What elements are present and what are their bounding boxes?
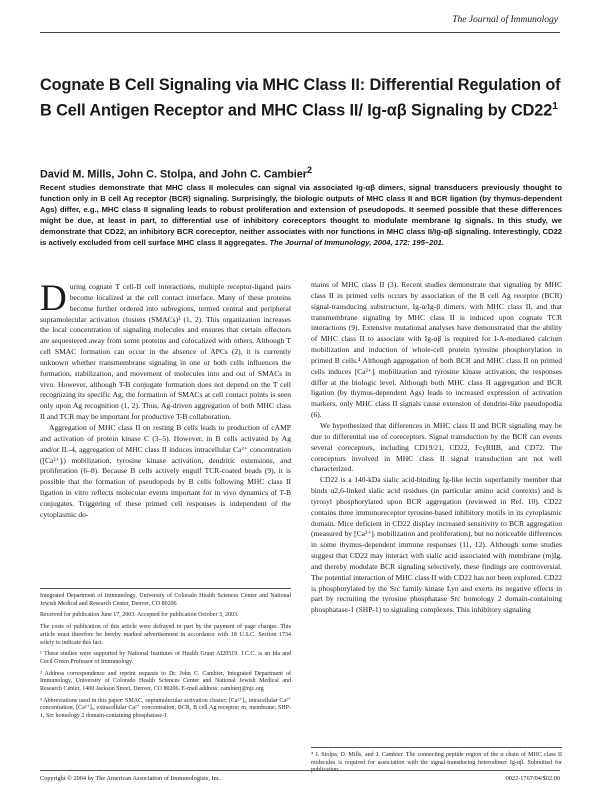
body-paragraph: Aggregation of MHC class II on resting B cells leads to production of cAMP and activation of protein kinase C (3–5). However, in B cells activated by Ag and/or IL-4, aggregation of MHC class II induces intracellular Ca²⁺ concentration ([Ca²⁺]ᵢ) mobilization, tyrosine kinase activation, dendritic extensions, and proliferation (6–8). Because B cells actively engulf TCR-coated beads (9), it is possible that the formation of pseudopods by B cells following MHC class II ligation in vitro reflects molecular events important for in vivo dynamics of T-B conjugates. Triggering of these primed cell responses is independent of the cytoplasmic do- [40,422,291,519]
footnote-rule [311,747,562,748]
title-footnote-mark[interactable]: 1 [552,101,558,112]
intro-paragraph [40,282,291,423]
footer-rule [40,770,560,771]
right-column [311,280,562,730]
affiliation-note: Integrated Department of Immunology, University of Colorado Health Sciences Center and National Jewish Medical and Research Center, Denver, CO 80206 [40,593,291,607]
drop-cap: D [40,282,67,319]
body-paragraph: CD22 is a 140-kDa sialic acid-binding Ig-like lectin superfamily member that binds α2,6-linked sialic acid residues (in particular amino acid contexts) and is tyrosyl phosphorylated upon BCR aggregation (reviewed in Ref. 10). CD22 contains three immunoreceptor tyrosine-based inhibitory motifs in its cytoplasmic domain. Mice deficient in CD22 display increased sensitivity to BCR aggregation (measured by [Ca²⁺]ᵢ mobilization and proliferation), but no noticeable differences in some thymus-dependent immune responses (11, 12). Although some studies suggest that CD22 may interact with sialic acid associated with membrane (m)Ig, and thereby modulate BCR signaling selectively, these findings are controversial. The potential interaction of MHC class II with CD22 has not been explored. CD22 is phosphorylated by the Src family kinase Lyn and exerts its negative effects in part by recruiting the tyrosine phosphatase Src homology 2 domain-containing phosphatase-1 (SHP-1) to signaling complexes. This inhibitory signaling [311,475,562,615]
intro-paragraph-text: uring cognate T cell-B cell interactions, multiple receptor-ligand pairs become localized at the cell contact interface. Many of these proteins become further ordered into subregions, termed central and peripheral supramolecular activation clusters (SMACs)³ (1, 2). This organization increases the local concentration of signaling molecules and ensures that certain effectors are sequestered away from some proteins and colocalized with others. Although T cell SMAC formation can occur in the absence of APCs (2), it is currently unknown whether transmembrane signaling in one or both cells influences the formation, stabilization, and movement of molecules into and out of SMACs in vivo. However, although T-B conjugate formation does not depend on the T cell recognizing its specific Ag, the formation of SMACs at cell contact points is seen only upon Ag recognition (1, 2). Thus, Ag-driven aggregation of both MHC class II and TCR may be important for productive T-B collaboration. [40,282,291,422]
footnote-2: ² Address correspondence and reprint requests to Dr. John C. Cambier, Integrated Department of Immunology, University of Colorado Health Sciences Center and National Jewish Medical and Research Center, 1400 Jackson Street, Denver, CO 80206. E-mail address: cambierj@njc.org [40,670,291,693]
issn-price: 0022-1767/04/$02.00 [505,775,560,782]
footnote-rule [40,588,291,589]
author-list [40,165,312,181]
footnote-4: ⁴ J. Stolpa, D. Mills, and J. Cambier. The connecting peptide region of the α chain of MHC class II molecules is required for association with the signal-transducing heterodimer Ig-αβ. Submitted for publication. [311,752,562,774]
article-title [40,74,565,121]
received-note: Received for publication June 17, 2003. Accepted for publication October 3, 2003. [40,612,239,619]
abstract [40,183,562,248]
footnote-1: ¹ These studies were supported by National Institutes of Health Grant AI20519. J.C.C. is an Ida and Cecil Green Professor of Immunology. [40,651,291,665]
author-footnote-mark[interactable]: 2 [306,165,312,175]
journal-citation: The Journal of Immunology, 2004, 172: 195–201. [269,237,444,247]
running-head: The Journal of Immunology [452,15,558,25]
right-column-body [311,280,562,730]
article-title-text: Cognate B Cell Signaling via MHC Class II: Differential Regulation of B Cell Antigen Receptor and MHC Class II/ Ig-αβ Signaling by CD22 [40,76,561,120]
costs-note: The costs of publication of this article were defrayed in part by the payment of page charges. This article must therefore be hereby marked advertisement in accordance with 18 U.S.C. Section 1734 solely to indicate this fact. [40,624,291,646]
body-paragraph: We hypothesized that differences in MHC class II and BCR signaling may be due to differential use of coreceptors. Signal transduction by the BCR can events several coreceptors, including CD19/21, CD22, FcγRIIB, and CD72. The coreceptors involved in MHC class II signal transduction are not well characterized. [311,420,562,474]
footnote-3: ³ Abbreviations used in this paper: SMAC, supramolecular activation cluster; [Ca²⁺]ᵢ, intracellular Ca²⁺ concentration; [Ca²⁺]ₑ, extracellular Ca²⁺ concentration; BCR, B cell Ag receptor; m, membrane; SHP-1, Src homology 2 domain-containing phosphatase-1. [40,697,291,720]
footnotes [40,588,291,725]
author-names: David M. Mills, John C. Stolpa, and John C. Cambier [40,168,307,181]
header-rule [40,32,560,33]
body-paragraph: mains of MHC class II (3). Recent studies demonstrate that signaling by MHC class II in primed cells occurs by association of the B cell Ag receptor (BCR) signal-transducing substructure, Ig-α/Ig-β dimers, with MHC class II, and that transmembrane signaling by MHC class II is induced upon cognate TCR interactions (9). Extensive mutational analyses have demonstrated that the ability of MHC class II to associate with Ig-αβ is required for I-A-mediated calcium mobilization and induction of whole-cell protein tyrosine phosphorylation in primed B cells.⁴ Although aggregation of both BCR and MHC class II on primed cells induces [Ca²⁺]ᵢ mobilization and tyrosine kinase activation, the responses differ at the biologic level. Although both MHC class II aggregation and BCR ligation (by thymus-dependent Ags) leads to increased expression of activation markers, only MHC class II signals cause extension of dendrite-like pseudopodia (6). [311,280,562,420]
copyright-line: Copyright © 2004 by The American Association of Immunologists, Inc. [40,775,222,782]
abstract-text: Recent studies demonstrate that MHC class II molecules can signal via associated Ig-αβ dimers, signal transducers previously thought to function only in B cell Ag receptor (BCR) signaling. Surprisingly, the biologic outputs of MHC class II and BCR ligation (by thymus-dependent Ags) differ, e.g., MHC class II signaling leads to robust proliferation and extension of pseudopods. It seemed possible that these differences might be due, at least in part, to differential use of inhibitory coreceptors thought to modulate membrane Ig signals. In this study, we demonstrate that CD22, an inhibitory BCR coreceptor, neither associates with nor functions in MHC class II/Ig-αβ signaling. Interestingly, CD22 is actively excluded from cell surface MHC class II aggregates. [40,183,562,247]
